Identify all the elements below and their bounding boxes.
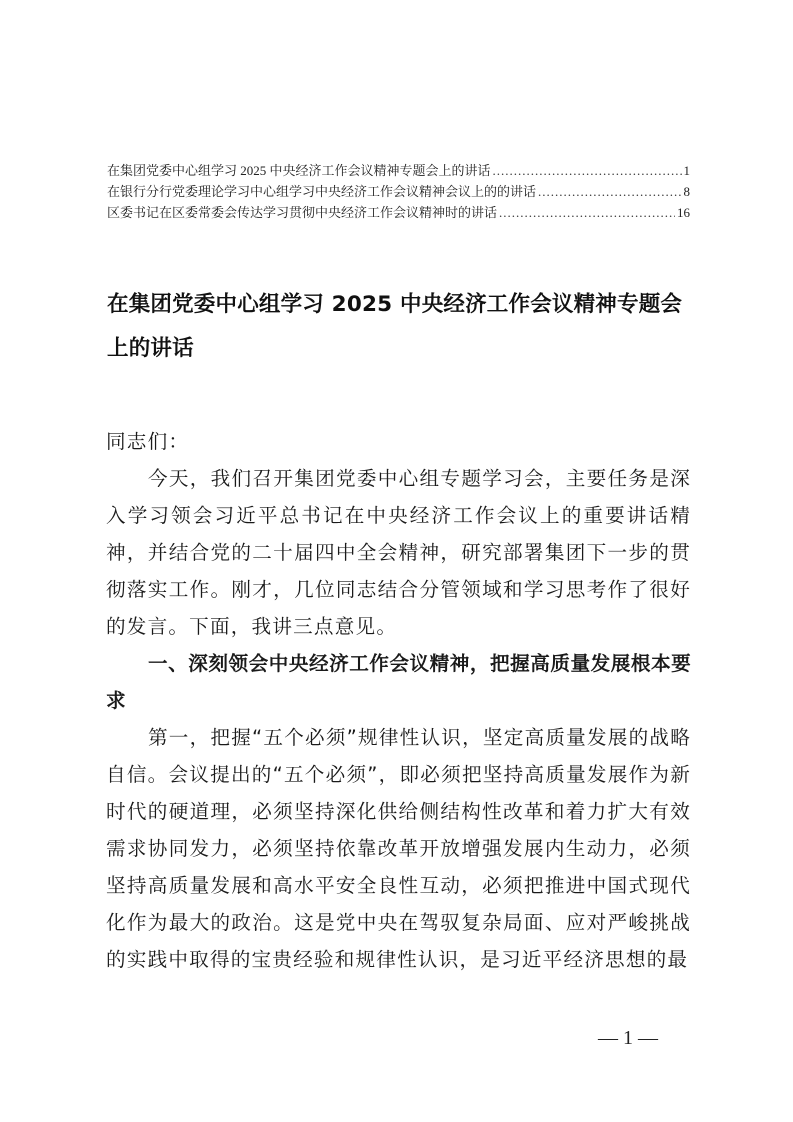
toc-entry-page: 8 [683, 184, 690, 199]
toc-entry-page: 16 [677, 205, 690, 220]
document-title: 在集团党委中心组学习 2025 中央经济工作会议精神专题会上的讲话 [107, 292, 683, 361]
page-number: — 1 — [598, 1027, 658, 1049]
toc-entry[interactable] [107, 160, 690, 181]
document-body [106, 423, 691, 978]
body-paragraph: 第一，把握“五个必须”规律性认识，坚定高质量发展的战略自信。会议提出的“五个必须”，即必须把坚持高质量发展作为新时代的硬道理，必须坚持深化供给侧结构性改革和着力扩大有效需求协同发力，必须坚持依靠改革开放增强发展内生动力，必须坚持高质量发展和高水平安全良性互动，必须把推进中国式现代化作为最大的政治。这是党中央在驾驭复杂局面、应对严峻挑战的实践中取得的宝贵经验和规律性认识，是习近平经济思想的最 [106, 726, 691, 971]
toc-entry-page: 1 [683, 163, 690, 178]
toc-leader-dots [538, 181, 681, 202]
section-heading: 一、深刻领会中央经济工作会议精神，把握高质量发展根本要求 [106, 652, 691, 712]
toc-entry[interactable] [107, 202, 690, 223]
toc-entry[interactable] [107, 181, 690, 202]
toc-entry-title: 在集团党委中心组学习 2025 中央经济工作会议精神专题会上的讲话 [107, 163, 491, 178]
toc-entry-title: 区委书记在区委常委会传达学习贯彻中央经济工作会议精神时的讲话 [107, 205, 498, 220]
salutation: 同志们： [106, 430, 190, 453]
body-paragraph: 今天，我们召开集团党委中心组专题学习会，主要任务是深入学习领会习近平总书记在中央经济工作会议上的重要讲话精神，并结合党的二十届四中全会精神，研究部署集团下一步的贯彻落实工作。刚才，几位同志结合分管领域和学习思考作了很好的发言。下面，我讲三点意见。 [106, 467, 691, 638]
toc-leader-dots [499, 202, 675, 223]
toc-entry-title: 在银行分行党委理论学习中心组学习中央经济工作会议精神会议上的的讲话 [107, 184, 537, 199]
toc-leader-dots [493, 160, 682, 181]
table-of-contents [107, 160, 690, 223]
